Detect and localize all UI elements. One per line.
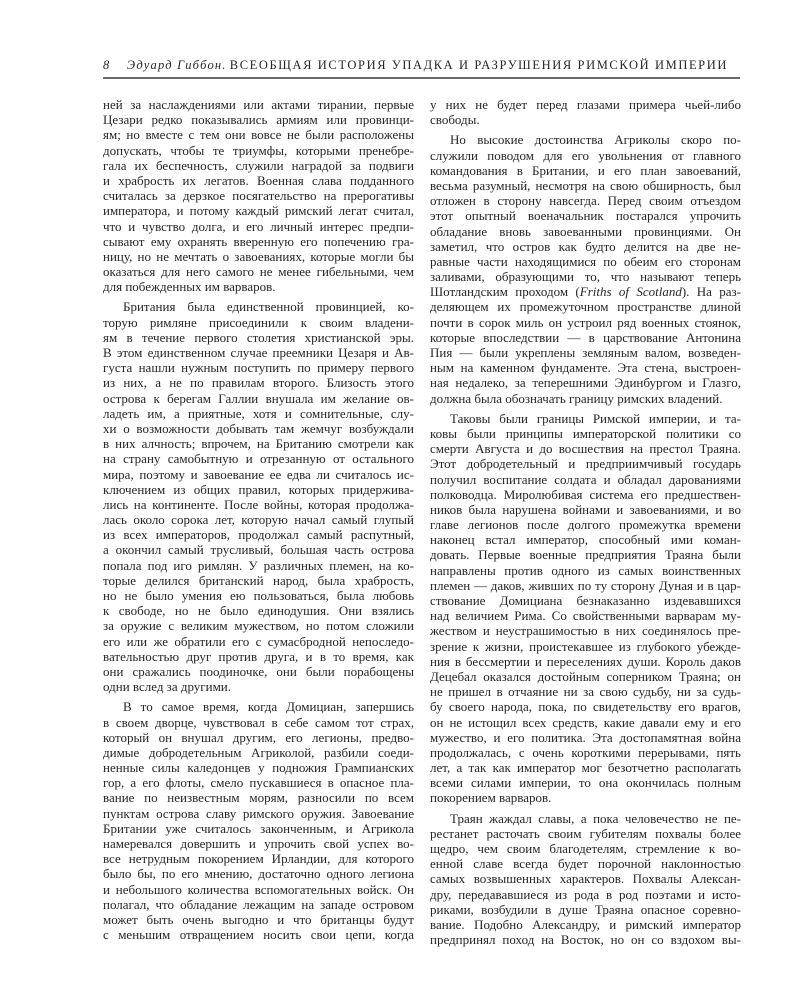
text-line: В этом единственном случае преемники Цезаря и Ав-: [103, 345, 414, 360]
text-line: ненные силы каледонцев у подножия Грампианских: [103, 760, 414, 776]
text-line: лет, а так как император мог безотчетно располагать: [430, 760, 741, 776]
text-line: обладание вновь завоеванными провинциями. Он: [430, 223, 741, 239]
text-line: его или же обратили его с сумасбродной непоследо-: [103, 633, 414, 649]
text-line: лась около сорока лет, которую начал самый глупый: [103, 512, 414, 528]
text-line: лись на континенте. После войны, которая продолжа-: [103, 496, 414, 512]
text-line: заметил, что остров как будто делится на две не-: [430, 238, 741, 254]
text-line: в своем дворце, чувствовал в себе самом тот страх,: [103, 714, 414, 730]
text-line: [430, 284, 741, 299]
text-line: Британия была единственной провинцией, ко-: [123, 299, 414, 315]
text-line: с меньшим отвращением носить свои цепи, когда: [103, 927, 414, 943]
paragraph: [103, 699, 414, 942]
text-line: было бы, по его мнению, достаточно одного легиона: [103, 866, 414, 882]
text-line: мужество, и его политика. Эта достопамятная война: [430, 729, 741, 745]
text-line: и небольшого количества вспомогательных войск. Он: [103, 881, 414, 897]
paragraph: [103, 299, 414, 694]
text-line: что и чувство долга, и его личный интерес предпи-: [103, 218, 414, 234]
text-line: может быть очень выгодно и что британцы будут: [103, 911, 414, 927]
text-line: над величием Рима. Со свойственными варварам му-: [430, 608, 741, 624]
paragraph: [430, 97, 741, 127]
text-line: рестанет расточать своим губителям похвалы более: [430, 825, 741, 841]
text-line: ключением из общих правил, которых придержива-: [103, 481, 414, 497]
text-line: хи о возможности добывать там жемчуг возбуждали: [103, 420, 414, 436]
text-line: в них алчность; впрочем, на Британию смотрели как: [103, 436, 414, 452]
text-line: ковы были принципы императорской политики со: [430, 425, 741, 441]
text-line: из них, а не по правилам второго. Близость этого: [103, 375, 414, 391]
text-line: деляющем их промежуточном пространстве длиной: [430, 299, 741, 315]
text-segment: ). На раз-: [681, 284, 741, 300]
text-line: ней за наслаждениями или актами тирании, первые: [103, 97, 414, 112]
running-header: [103, 58, 740, 78]
text-line: мира, поэтому и завоевание ее едва ли считалось ис-: [103, 466, 414, 482]
text-line: предпринял поход на Восток, но он со вздохом вы-: [430, 932, 741, 948]
text-line: получил воспитание солдата и обладал дарованиями: [430, 471, 741, 487]
text-line: самых возвышенных характеров. Похвалы Алексан-: [430, 871, 741, 887]
text-line: полководца. Миролюбивая система его предшествен-: [430, 486, 741, 502]
text-line: густа нашли нужным поступить по примеру первого: [103, 360, 414, 376]
text-line: риками, возбудили в душе Траяна опасное соревно-: [430, 901, 741, 917]
header-book-title: ВСЕОБЩАЯ ИСТОРИЯ УПАДКА И РАЗРУШЕНИЯ РИМСКОЙ ИМПЕРИИ: [229, 58, 728, 72]
text-line: равные части находящимися по обеим его сторонам: [430, 253, 741, 269]
text-line: он не истощил всех средств, какие давали ему и его: [430, 714, 741, 730]
text-line: продолжалась, с очень короткими перерывами, пять: [430, 744, 741, 760]
paragraph: [103, 97, 414, 294]
text-line: Цезари редко показывались армиям или провинци-: [103, 112, 414, 128]
text-line: направлены против одного из самых воинственных: [430, 562, 741, 578]
text-line: свободы.: [430, 112, 480, 128]
text-line: считалась за дерзкое посягательство на прерогативы: [103, 188, 414, 204]
text-line: намеревался довершить и упрочить свой успех во-: [103, 836, 414, 851]
text-column-right: [430, 97, 741, 947]
text-line: императора, и потому каждый римский легат считал,: [103, 203, 414, 219]
text-line: вательностью друг против друга, и в то время, как: [103, 648, 414, 664]
text-line: довать. Первые военные предприятия Траяна были: [430, 547, 741, 563]
text-column-left: [103, 97, 414, 942]
text-line: Траян жаждал славы, а пока человечество не пе-: [450, 810, 741, 826]
text-line: и храбрость их легатов. Военная слава подданного: [103, 172, 414, 188]
text-line: торые делился британский народ, была храбрость,: [103, 572, 414, 588]
text-line: ствование Домициана безнаказанно издевавшихся: [430, 593, 741, 608]
text-line: Пия — были укреплены земляным валом, возведен-: [430, 345, 741, 360]
text-line: гала их беспечность, служили наградой за подвиги: [103, 157, 414, 173]
italic-term: Friths of Scotland: [579, 284, 682, 300]
text-line: этот опытный военачальник постарался упрочить: [430, 208, 741, 224]
page-number: 8: [103, 58, 110, 72]
text-line: дру, передававшиеся из рода в род поэтами и исто-: [430, 886, 741, 902]
text-line: вание по неизвестным морям, разносили по всем: [103, 790, 414, 806]
text-line: оказаться для него самого не менее гибельными, чем: [103, 264, 414, 280]
text-line: из всех императоров, продолжал самый распутный,: [103, 527, 414, 543]
text-line: за оружие с великим мужеством, но потом сложили: [103, 618, 414, 634]
text-line: весьма разумный, несмотря на свою обширность, был: [430, 177, 741, 193]
text-line: ным на каменном фундаменте. Эта стена, выстроен-: [430, 360, 741, 376]
text-line: всеми силами империи, то она окончилась полным: [430, 775, 741, 791]
text-line: щедро, чем своим благодетелям, стремление к во-: [430, 841, 741, 856]
paragraph: [430, 811, 741, 948]
text-line: у них не будет перед глазами примера чьей-либо: [430, 97, 741, 112]
text-line: на страну самобытную и отрезанную от остального: [103, 451, 414, 467]
text-line: служили поводом для его увольнения от главного: [430, 147, 741, 163]
text-line: ям в течение первого столетия христианской эры.: [103, 329, 414, 345]
text-line: Таковы были границы Римской империи, и та-: [450, 410, 741, 426]
text-line: полагал, что обладание лежащим на западе островом: [103, 896, 414, 912]
text-line: бу своего народа, пока, по свидетельству его врагов,: [430, 699, 741, 715]
header-author: Эдуард Гиббон.: [126, 58, 227, 72]
text-line: зрение к жизни, проистекавшее из глубокого убежде-: [430, 638, 741, 654]
text-line: сывают ему охранять вверенную его попечению гра-: [103, 233, 414, 249]
text-line: должна была обозначать границу римских владений.: [430, 390, 723, 406]
text-line: ям; но вместе с тем они вовсе не были расположены: [103, 127, 414, 143]
text-line: попала под иго римлян. У различных племен, на ко-: [103, 557, 414, 573]
text-line: Децебал оказался достойным соперником Траяна; он: [430, 668, 741, 684]
text-line: почти в сорок миль он устроил ряд военных стоянок,: [430, 314, 741, 330]
text-line: заливами, образующими то, что называют теперь: [430, 269, 741, 285]
text-line: все нетрудным покорением Ирландии, для которого: [103, 851, 414, 867]
text-line: который он внушал другим, его легионы, предво-: [103, 729, 414, 745]
text-line: ния в бессмертии и переселениях души. Король даков: [430, 653, 741, 669]
text-line: ницу, но не мечтать о завоеваниях, которые могли бы: [103, 248, 414, 264]
text-line: торую римляне присоединили к своим владени-: [103, 314, 414, 330]
text-line: покорением варваров.: [430, 790, 552, 806]
text-line: к свободе, но не было единодушия. Они взялись: [103, 603, 414, 619]
text-line: енной славе всегда будет порочной наклонностью: [430, 856, 741, 872]
text-line: ладеть им, а приятные, хотя и сомнительные, слу-: [103, 405, 414, 421]
text-line: гор, а его флоты, смело пускавшиеся в опасное пла-: [103, 775, 414, 791]
text-segment: Шотландским проходом (: [430, 284, 580, 300]
text-line: димые добродетельным Агриколой, разбили соеди-: [103, 744, 414, 760]
paragraph: [430, 132, 741, 405]
paragraph: [430, 411, 741, 806]
text-line: ников была нарушена войнами и завоеваниями, и во: [430, 501, 741, 517]
text-line: для побежденных им варваров.: [103, 279, 276, 295]
text-line: вание. Подобно Александру, и римский император: [430, 916, 741, 932]
text-line: но не было умения ею пользоваться, была любовь: [103, 588, 414, 603]
text-line: Но высокие достоинства Агриколы скоро по-: [450, 132, 741, 148]
text-line: главе легионов после долгого промежутка времени: [430, 517, 741, 533]
header-rule: [103, 77, 740, 79]
text-line: а окончил самый трусливый, большая часть острова: [103, 542, 414, 558]
text-line: отложен в сторону навсегда. Перед своим отъездом: [430, 193, 741, 209]
text-line: пунктам острова славу римского оружия. Завоевание: [103, 805, 414, 821]
text-line: командования в Британии, и его план завоеваний,: [430, 162, 741, 178]
text-line: Британии уже считалось законченным, и Агрикола: [103, 820, 414, 836]
text-line: они сражались поодиночке, они были порабощены: [103, 663, 414, 679]
text-line: одни вслед за другими.: [103, 679, 232, 695]
text-line: В то самое время, когда Домициан, запершись: [123, 699, 414, 715]
text-line: которые впоследствии — в царствование Антонина: [430, 329, 741, 345]
text-line: племен — даков, живших по ту сторону Дуная и в цар-: [430, 577, 741, 593]
text-line: не пришел в отчаяние ни за свою судьбу, ни за судь-: [430, 684, 741, 700]
text-line: острова к берегам Галлии внушала им желание ов-: [103, 390, 414, 406]
text-line: допускать, чтобы те триумфы, которыми пренебре-: [103, 142, 414, 158]
text-line: ная недалеко, за теперешними Эдинбургом и Глазго,: [430, 375, 741, 391]
text-line: наконец встал император, способный ими коман-: [430, 532, 741, 548]
text-line: Этот добродетельный и предприимчивый государь: [430, 456, 741, 472]
text-line: жеством и неустрашимостью в них соединялось пре-: [430, 623, 741, 639]
text-line: смерти Августа и до восшествия на престол Траяна.: [430, 441, 741, 457]
